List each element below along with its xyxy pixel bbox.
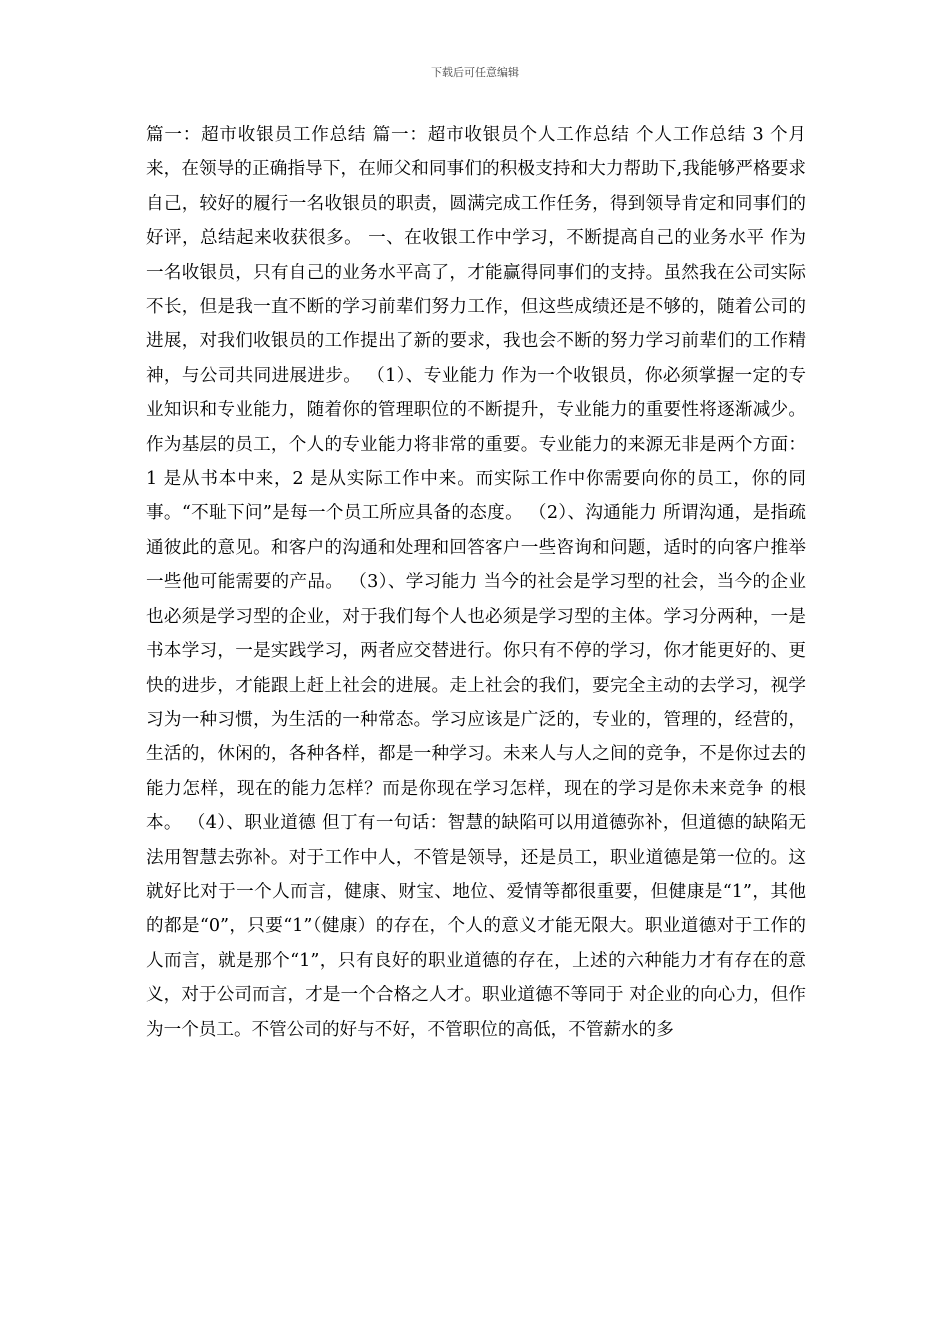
body-paragraph: 篇一：超市收银员工作总结 篇一：超市收银员个人工作总结 个人工作总结 3 个月来，在领导的正确指导下，在师父和同事们的积极支持和大力帮助下,我能够严格要求自己，较好的履行一名收银员的职责，圆满完成工作任务，得到领导肯定和同事们的好评，总结起来收获很多。 一、在收银工作中学习，不断提高自己的业务水平 作为一名收银员，只有自己的业务水平高了，才能赢得同事们的支持。虽然我在公司实际不长，但是我一直不断的学习前辈们努力工作，但这些成绩还是不够的，随着公司的进展，对我们收银员的工作提出了新的要求，我也会不断的努力学习前辈们的工作精神，与公司共同进展进步。 （1）、专业能力 作为一个收银员，你必须掌握一定的专业知识和专业能力，随着你的管理职位的不断提升，专业能力的重要性将逐渐减少。作为基层的员工，个人的专业能力将非常的重要。专业能力的来源无非是两个方面： 1 是从书本中来，2 是从实际工作中来。而实际工作中你需要向你的员工，你的同事。“不耻下问”是每一个员工所应具备的态度。 （2）、沟通能力 所谓沟通，是指疏通彼此的意见。和客户的沟通和处理和回答客户一些咨询和问题，适时的向客户推举一些他可能需要的产品。 （3）、学习能力 当今的社会是学习型的社会，当今的企业也必须是学习型的企业，对于我们每个人也必须是学习型的主体。学习分两种，一是书本学习，一是实践学习，两者应交替进行。你只有不停的学习，你才能更好的、更快的进步，才能跟上赶上社会的进展。走上社会的我们，要完全主动的去学习，视学习为一种习惯，为生活的一种常态。学习应该是广泛的，专业的，管理的，经营的，生活的，休闲的，各种各样，都是一种学习。未来人与人之间的竞争，不是你过去的能力怎样，现在的能力怎样？而是你现在学习怎样，现在的学习是你未来竞争 的根本。 （4）、职业道德 但丁有一句话：智慧的缺陷可以用道德弥补，但道德的缺陷无法用智慧去弥补。对于工作中人，不管是领导，还是员工，职业道德是第一位的。这就好比对于一个人而言，健康、财宝、地位、爱情等都很重要，但健康是“1”，其他的都是“0”，只要“1”（健康）的存在，个人的意义才能无限大。职业道德对于工作的人而言，就是那个“1”，只有良好的职业道德的存在，上述的六种能力才有存在的意义，对于公司而言，才是一个合格之人才。职业道德不等同于 对企业的向心力，但作为一个员工。不管公司的好与不好，不管职位的高低，不管薪水的多 xyxy=(146,125,806,1040)
page-header: 下载后可任意编辑 xyxy=(431,66,519,79)
document-body xyxy=(146,118,806,1047)
